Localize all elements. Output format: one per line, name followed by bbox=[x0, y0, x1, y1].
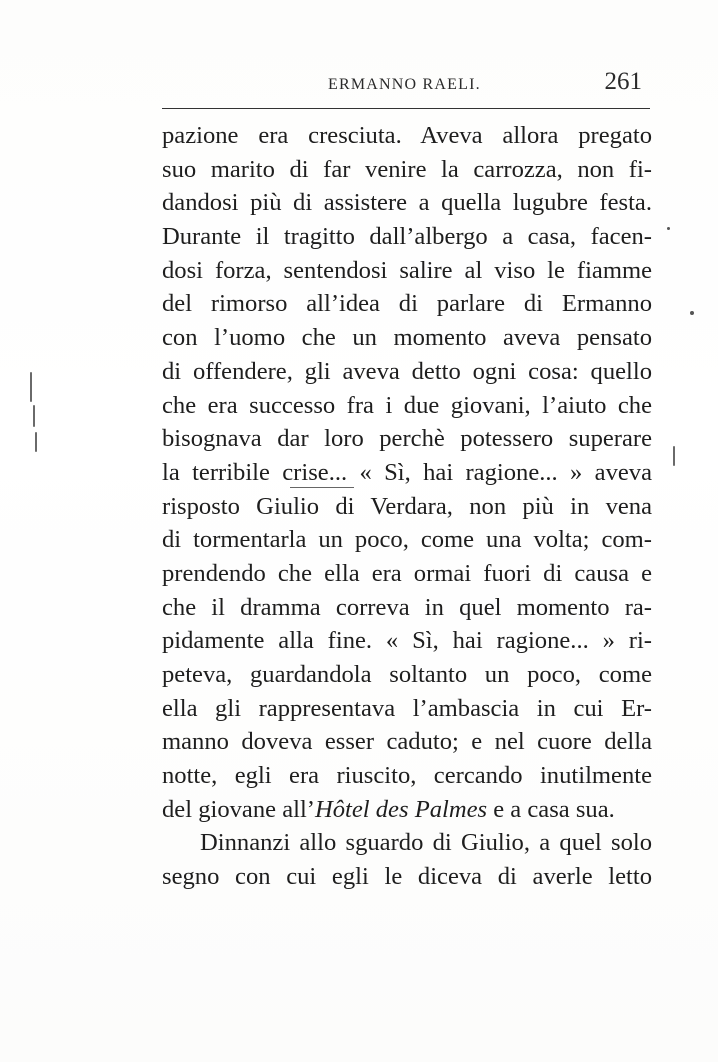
text-fragment: del giovane all’ bbox=[162, 795, 315, 823]
text-line: Durante il tragitto dall’albergo a casa, facen- bbox=[162, 223, 652, 251]
text-line: pazione era cresciuta. Aveva allora pregato bbox=[162, 122, 652, 149]
margin-dot bbox=[690, 311, 694, 315]
text-line: pidamente alla fine. « Sì, hai ragione... » ri- bbox=[162, 627, 652, 655]
paragraph-first-line: Dinnanzi allo sguardo di Giulio, a quel solo bbox=[200, 829, 652, 857]
page-number: 261 bbox=[604, 68, 642, 95]
text-line: segno con cui egli le diceva di averle letto bbox=[162, 863, 652, 891]
text-line: del rimorso all’idea di parlare di Ermanno bbox=[162, 290, 652, 318]
text-line: che il dramma correva in quel momento ra- bbox=[162, 593, 652, 621]
text-line: manno doveva esser caduto; e nel cuore della bbox=[162, 728, 652, 756]
page-header bbox=[160, 70, 652, 102]
margin-pencil-mark bbox=[673, 446, 675, 466]
text-line: dosi forza, sentendosi salire al viso le fiamme bbox=[162, 256, 652, 284]
text-line: la terribile crise... « Sì, hai ragione... » aveva bbox=[162, 458, 652, 486]
body-text bbox=[162, 119, 652, 894]
text-line: suo marito di far venire la carrozza, non fi- bbox=[162, 155, 652, 183]
text-line: prendendo che ella era ormai fuori di causa e bbox=[162, 559, 652, 587]
text-line: peteva, guardandola soltanto un poco, come bbox=[162, 661, 652, 688]
header-rule bbox=[162, 108, 650, 109]
text-line: che era successo fra i due giovani, l’aiuto che bbox=[162, 391, 652, 419]
text-line: di tormentarla un poco, come una volta; com- bbox=[162, 526, 652, 554]
text-line: bisognava dar loro perchè potessero superare bbox=[162, 425, 652, 453]
margin-pencil-mark bbox=[30, 372, 32, 402]
running-title: ERMANNO RAELI. bbox=[328, 76, 481, 93]
text-fragment: e a casa sua. bbox=[487, 795, 615, 823]
text-line: notte, egli era riuscito, cercando inutilmente bbox=[162, 762, 652, 790]
pencil-underline-mark bbox=[290, 487, 354, 488]
text-line: di offendere, gli aveva detto ogni cosa: quello bbox=[162, 357, 652, 385]
text-line: ella gli rappresentava l’ambascia in cui Er- bbox=[162, 694, 652, 722]
text-line: risposto Giulio di Verdara, non più in vena bbox=[162, 492, 652, 520]
margin-pencil-mark bbox=[35, 432, 37, 452]
margin-dot bbox=[667, 227, 670, 230]
text-line: dandosi più di assistere a quella lugubre festa. bbox=[162, 189, 652, 217]
text-line: con l’uomo che un momento aveva pensato bbox=[162, 324, 652, 352]
text-line-with-italic bbox=[162, 793, 652, 827]
margin-pencil-mark bbox=[33, 405, 35, 427]
italic-hotel-name: Hôtel des Palmes bbox=[314, 795, 488, 823]
